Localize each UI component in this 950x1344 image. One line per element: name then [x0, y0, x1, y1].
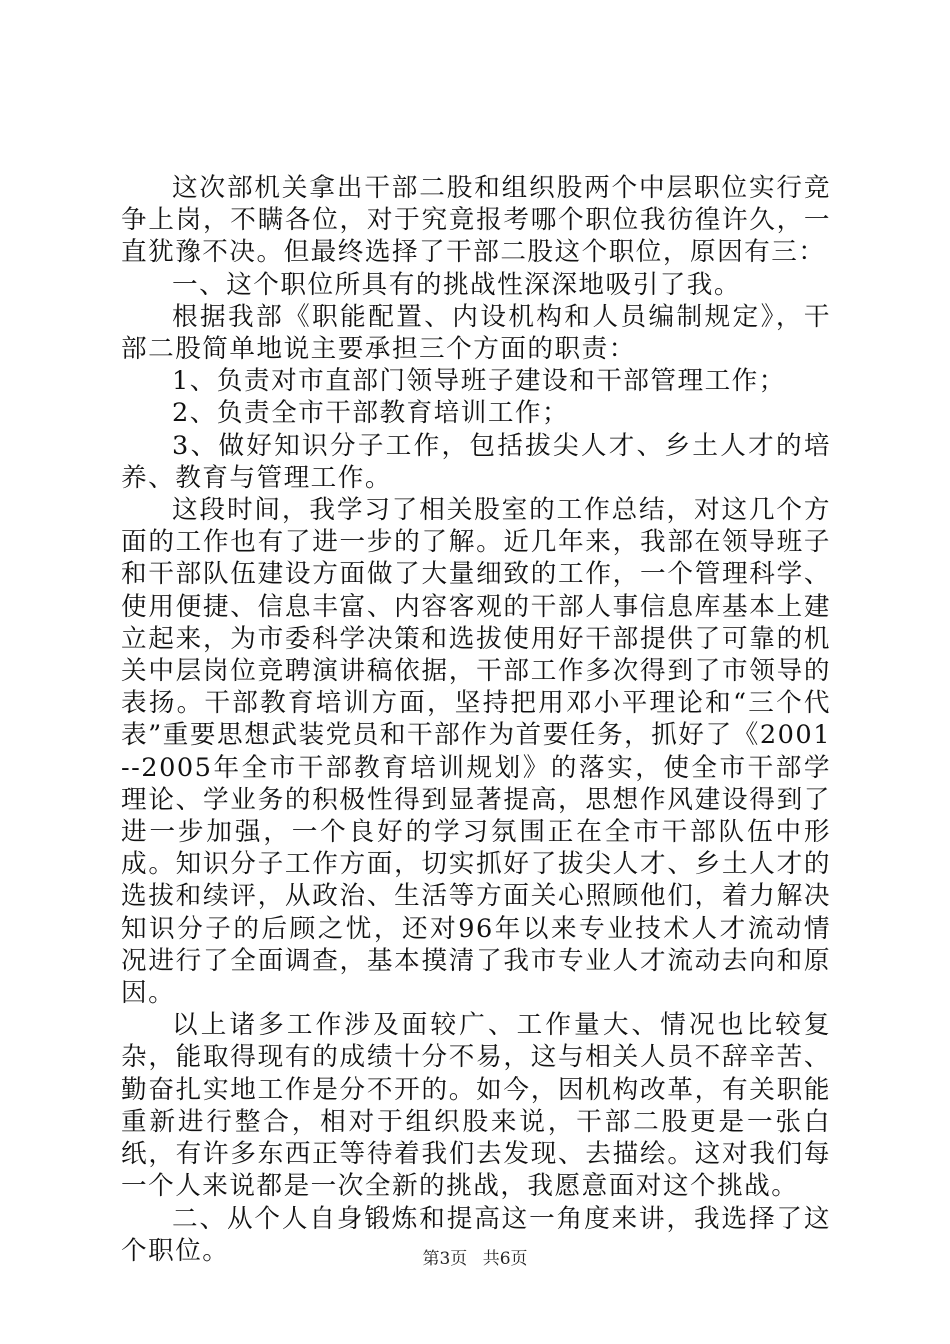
- paragraph-duty-2: 2、负责全市干部教育培训工作；: [172, 398, 570, 429]
- paragraph-duty-3: 3、做好知识分子工作，包括拔尖人才、乡土人才的培养、教育与管理工作。: [121, 430, 831, 493]
- paragraph-challenge: 以上诸多工作涉及面较广、工作量大、情况也比较复杂，能取得现有的成绩十分不易，这与相关人员不辞辛苦、勤奋扎实地工作是分不开的。如今，因机构改革，有关职能重新进行整合，相对于组织股来说，干部二股更是一张白纸，有许多东西正等待着我们去发现、去描绘。这对我们每一个人来说都是一次全新的挑战，我愿意面对这个挑战。: [121, 1010, 831, 1202]
- page-total: 共6页: [482, 1249, 528, 1269]
- paragraph-work-review: 这段时间，我学习了相关股室的工作总结，对这几个方面的工作也有了进一步的了解。近几年来，我部在领导班子和干部队伍建设方面做了大量细致的工作，一个管理科学、使用便捷、信息丰富、内容客观的干部人事信息库基本上建立起来，为市委科学决策和选拔使用好干部提供了可靠的机关中层岗位竞聘演讲稿依据，干部工作多次得到了市领导的表扬。干部教育培训方面，坚持把用邓小平理论和“三个代表”重要思想武装党员和干部作为首要任务，抓好了《2001--2005年全市干部教育培训规划》的落实，使全市干部学理论、学业务的积极性得到显著提高，思想作风建设得到了进一步加强，一个良好的学习氛围正在全市干部队伍中形成。知识分子工作方面，切实抓好了拔尖人才、乡土人才的选拔和续评，从政治、生活等方面关心照顾他们，着力解决知识分子的后顾之忧，还对96年以来专业技术人才流动情况进行了全面调查，基本摸清了我市专业人才流动去向和原因。: [121, 495, 831, 1009]
- paragraph-duty-1: 1、负责对市直部门领导班子建设和干部管理工作；: [172, 366, 786, 397]
- paragraph-duties-intro: 根据我部《职能配置、内设机构和人员编制规定》，干部二股简单地说主要承担三个方面的职责：: [121, 301, 831, 365]
- page-number: 第3页: [422, 1249, 468, 1269]
- paragraph-reason-one-heading: 一、这个职位所具有的挑战性深深地吸引了我。: [172, 269, 741, 300]
- page-footer: [0, 1244, 950, 1269]
- paragraph-reason-two-heading: 二、从个人自身锻炼和提高这一角度来讲，我选择了这个职位。: [121, 1203, 831, 1266]
- paragraph-intro: 这次部机关拿出干部二股和组织股两个中层职位实行竞争上岗，不瞒各位，对于究竟报考哪个职位我彷徨许久，一直犹豫不决。但最终选择了干部二股这个职位，原因有三：: [121, 173, 831, 268]
- document-body: [121, 172, 831, 1267]
